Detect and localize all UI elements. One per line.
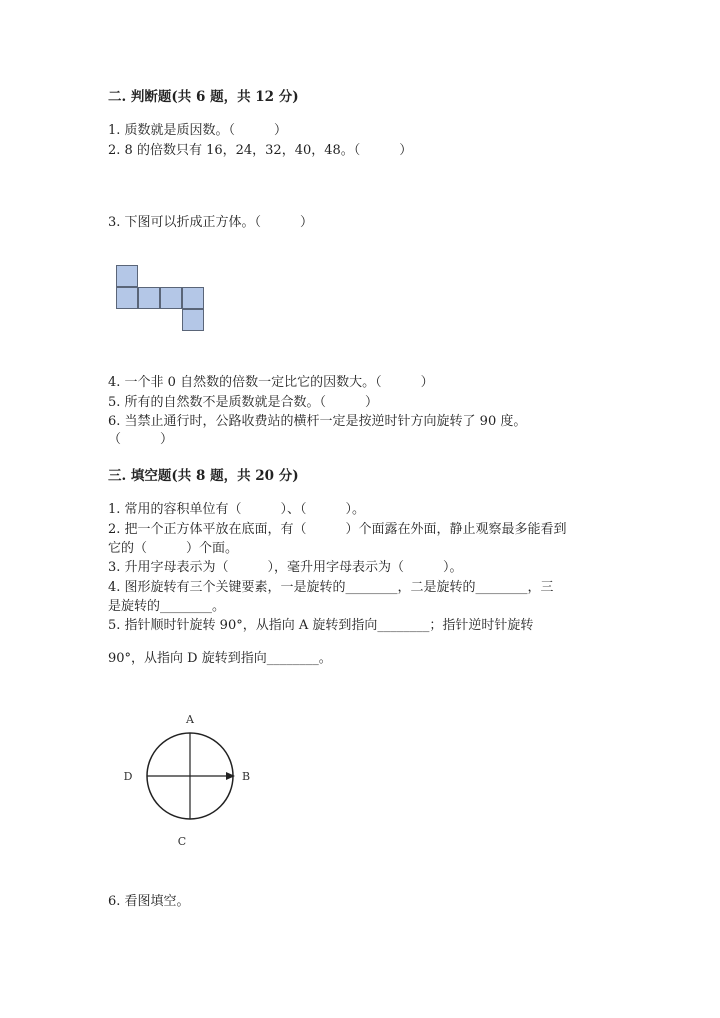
judge-question-5: 5. 所有的自然数不是质数就是合数。（ ） xyxy=(108,395,379,410)
net-square xyxy=(160,287,182,309)
judge-question-1: 1. 质数就是质因数。（ ） xyxy=(108,123,288,138)
net-square xyxy=(182,309,204,331)
net-square xyxy=(116,265,138,287)
judge-question-6-answer: （ ） xyxy=(108,432,174,447)
fill-question-4-cont: 是旋转的________。 xyxy=(108,599,226,614)
net-square xyxy=(182,287,204,309)
fill-question-3: 3. 升用字母表示为（ ），毫升用字母表示为（ ）。 xyxy=(108,560,463,575)
fill-question-2: 2. 把一个正方体平放在底面，有（ ）个面露在外面，静止观察最多能看到 xyxy=(108,522,567,537)
net-square xyxy=(116,287,138,309)
section-three-heading: 三. 填空题(共 8 题，共 20 分) xyxy=(108,468,299,484)
label-a: A xyxy=(186,713,194,726)
fill-question-5: 5. 指针顺时针旋转 90°，从指向 A 旋转到指向________；指针逆时针旋转 xyxy=(108,618,534,633)
fill-question-4: 4. 图形旋转有三个关键要素，一是旋转的________，二是旋转的________，三 xyxy=(108,580,554,595)
fill-question-5-cont: 90°，从指向 D 旋转到指向________。 xyxy=(108,651,332,666)
net-square xyxy=(138,287,160,309)
judge-question-4: 4. 一个非 0 自然数的倍数一定比它的因数大。（ ） xyxy=(108,375,434,390)
fill-question-2-cont: 它的（ ）个面。 xyxy=(108,541,239,556)
judge-question-2: 2. 8 的倍数只有 16，24，32，40，48。（ ） xyxy=(108,143,413,158)
fill-question-6: 6. 看图填空。 xyxy=(108,894,190,909)
label-b: B xyxy=(241,770,251,783)
judge-question-3: 3. 下图可以折成正方体。（ ） xyxy=(108,215,314,230)
judge-question-6: 6. 当禁止通行时，公路收费站的横杆一定是按逆时针方向旋转了 90 度。 xyxy=(108,414,527,429)
rotation-circle-figure xyxy=(118,708,268,853)
label-d: D xyxy=(123,770,133,783)
section-two-heading: 二. 判断题(共 6 题，共 12 分) xyxy=(108,89,299,105)
label-c: C xyxy=(177,835,187,848)
fill-question-1: 1. 常用的容积单位有（ ）、（ ）。 xyxy=(108,502,366,517)
